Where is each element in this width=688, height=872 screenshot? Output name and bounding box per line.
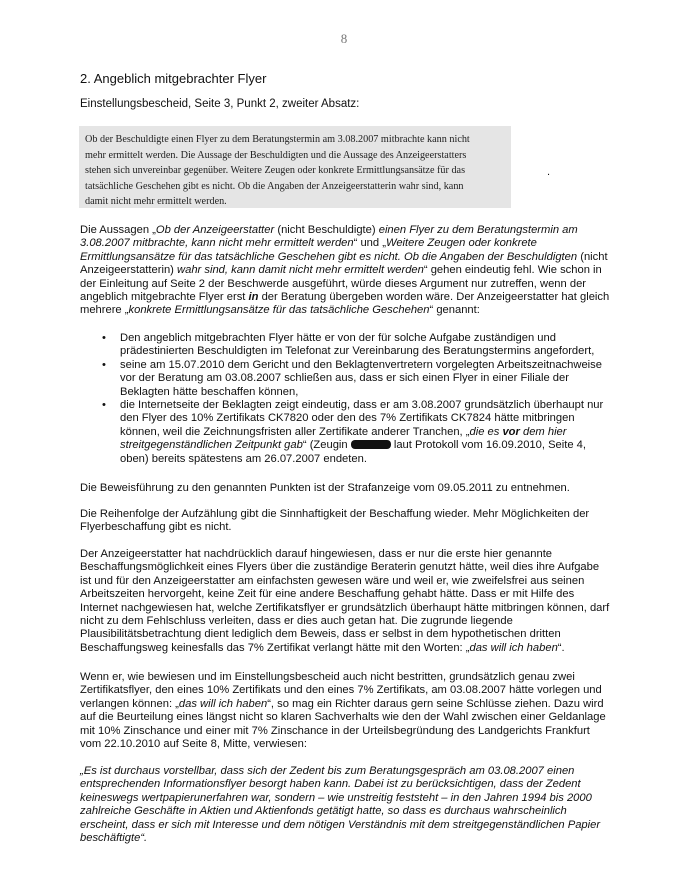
redaction-bar [351,440,391,449]
paragraph-court: Wenn er, wie bewiesen und im Einstellungsbescheid auch nicht bestritten, grundsätzlich genau zwei Zertifikatsflyer, den eines 10% Zertifikats und den eines 7% Zertifikats, am 03.08.2007 hätte vorlegen und verlangen können: „das will ich haben“, so mag ein Richter daraus gern seine Schlüsse ziehen. Dazu wird auf die Beurteilung eines längst nicht so klaren Sachverhalts wie den der Wahl zwischen einer Geldanlage mit 10% Zinschance und einer mit 7% Zinschance in der Urteilsbegründung des Landgerichts Frankfurt vom 22.10.2010 auf Seite 8, Mitte, verwiesen: [80,671,606,751]
list-item: • seine am 15.07.2010 dem Gericht und den Beklagtenvertretern vorgelegten Arbeitszeitnachweise vor der Beratung am 03.08.2007 schließen aus, dass er sich einen Flyer in einer Filiale der Beklagten hätte beschaffen können, [80,359,612,399]
quote-line: stehen sich unvereinbar gegenüber. Weitere Zeugen oder konkrete Ermittlungsansätze für das [85,165,466,176]
paragraph-evidence: Die Beweisführung zu den genannten Punkten ist der Strafanzeige vom 09.05.2011 zu entnehmen. [80,482,570,494]
quote-line: mehr ermittelt werden. Die Aussage der Beschuldigten und die Aussage des Anzeigeerstatters [85,149,467,161]
quote-line: damit nicht mehr ermittelt werden. [85,196,227,207]
quote-line: tatsächliche Geschehen gibt es nicht. Ob die Angaben der Anzeigeerstatterin wahr sind, kann [85,180,464,192]
court-quote: „Es ist durchaus vorstellbar, dass sich der Zedent bis zum Beratungsgespräch am 03.08.2007 einen entsprechenden Informationsflyer besorgt haben kann. Dabei ist zu berücksichtigen, dass der Zedent keineswegs wertpapierunerfahren war, sondern – wie unstreitig feststeht – in den Jahren 1994 bis 2000 zahlreiche Geschäfte in Aktien und Aktienfonds getätigt hatte, so dass es durchaus wahrscheinlich erscheint, dass er sich mit Interesse und dem nötigen Verständnis mit dem streitgegenständlichen Papier beschäftigte“. [80,765,601,845]
stray-dot: . [547,166,551,178]
list-item: • Den angeblich mitgebrachten Flyer hätte er von der für solche Aufgabe zuständigen und prädestinierten Beschuldigten im Telefonat zur Vereinbarung des Beratungstermins angefordert, [80,332,612,359]
page-number: 8 [340,31,348,46]
paragraph-order: Die Reihenfolge der Aufzählung gibt die Sinnhaftigkeit der Beschaffung wieder. Mehr Möglichkeiten der Flyerbeschaffung gibt es nicht. [80,508,590,534]
paragraph-plaintiff: Der Anzeigeerstatter hat nachdrücklich darauf hingewiesen, dass er nur die erste hier genannte Beschaffungsmöglichkeit eines Flyers über die zuständige Beraterin genutzt hätte, weil dies ihre Aufgabe ist und für den Anzeigeerstatter am einfachsten gewesen wäre und weil er, wie zweifelsfrei aus seinen Arbeitszeiten hervorgeht, keine Zeit für eine andere Beschaffung gehabt hätte. Dass er mit Hilfe des Internet nachgewiesen hat, welche Zertifikatsflyer er grundsätzlich überhaupt hätte mitbringen können, darf nicht zu dem Fehlschluss verleiten, dass er dies auch getan hat. Die zugrunde liegende Plausibilitätsbetrachtung dient lediglich dem Beweis, dass er selbst in dem hypothetischen dritten Beschaffungsweg keinesfalls das 7% Zertifikat verlangt hätte mit den Worten: „das will ich haben“. [80,548,610,654]
source-reference: Einstellungsbescheid, Seite 3, Punkt 2, zweiter Absatz: [80,98,360,110]
paragraph-statements: Die Aussagen „Ob der Anzeigeerstatter (nicht Beschuldigte) einen Flyer zu dem Beratungstermin am 3.08.2007 mitbrachte, kann nicht mehr ermittelt werden“ und „Weitere Zeugen oder konkrete Ermittlungsansätze für das tatsächliche Geschehen gibt es nicht. Ob die Angaben der Beschuldigten (nicht Anzeigeerstatterin) wahr sind, kann damit nicht mehr ermittelt werden“ gehen eindeutig fehl. Wie schon in der Einleitung auf Seite 2 der Beschwerde ausgeführt, würde dieses Argument nur zutreffen, wenn der angeblich mitgebrachte Flyer erst in der Beratung übergeben worden wäre. Der Anzeigeerstatter hat gleich mehrere „konkrete Ermittlungsansätze für das tatsächliche Geschehen“ genannt: [80,224,610,317]
quote-line: Ob der Beschuldigte einen Flyer zu dem Beratungstermin am 3.08.2007 mitbrachte kann nicht [85,134,470,145]
list-item: • die Internetseite der Beklagten zeigt eindeutig, dass er am 3.08.2007 grundsätzlich überhaupt nur den Flyer des 10% Zertifikats CK7820 oder den des 7% Zertifikats CK7824 hätte mitbringen können, weil die Zeichnungsfristen aller Zertifikate anderer Tranchen, „die es vor dem hier streitgegenständlichen Zeitpunkt gab“ (Zeugin laut Protokoll vom 16.09.2010, Seite 4, oben) bereits spätestens am 26.07.2007 endeten. [80,399,612,466]
quoted-excerpt-image [79,126,511,208]
evidence-list [80,332,612,466]
section-heading: 2. Angeblich mitgebrachter Flyer [80,71,267,86]
